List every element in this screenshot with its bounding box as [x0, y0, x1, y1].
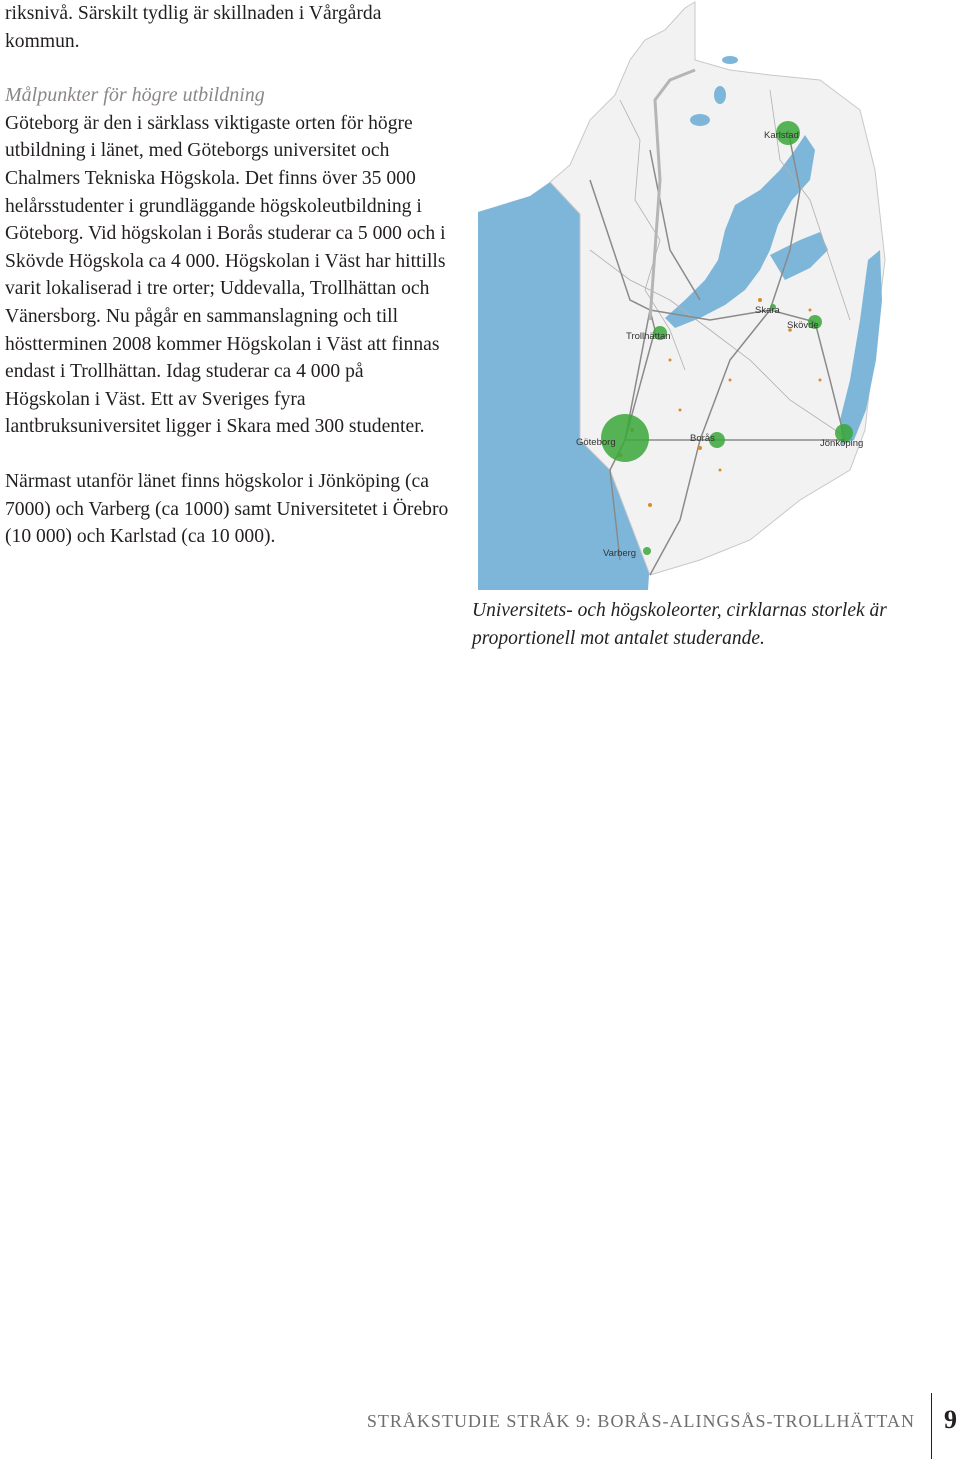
- page-number: 9: [944, 1405, 957, 1434]
- paragraph-higher-education: Göteborg är den i särklass viktigaste orten för högre utbildning i länet, med Göteborgs universitet och Chalmers Tekniska Högskola. Det finns över 35 000 helårsstudenter i grundläggande högskoleutbildning i Göteborg. Vid högskolan i Borås studerar ca 5 000 och i Skövde Högskola ca 4 000. Högskolan i Väst har hittills varit lokaliserad i tre orter; Uddevalla, Trollhättan och Vänersborg. Nu pågår en sammanslagning och till höstterminen 2008 kommer Högskolan i Väst att finnas endast i Trollhättan. Idag studerar ca 4 000 på Högskolan i Väst. Ett av Sveriges fyra lantbruksuniversitet ligger i Skara med 300 studenter.: [5, 112, 446, 438]
- lake-north-1: [690, 114, 710, 126]
- university-circle-varberg: [643, 547, 651, 555]
- city-label-boras: Borås: [690, 433, 715, 444]
- university-map: [470, 0, 960, 590]
- continuation-paragraph: riksnivå. Särskilt tydlig är skillnaden i Vårgårda kommun.: [5, 3, 382, 52]
- city-label-trollhattan: Trollhättan: [626, 331, 671, 342]
- city-label-goteborg: Göteborg: [576, 437, 616, 448]
- city-label-varberg: Varberg: [603, 548, 637, 559]
- city-label-karlstad: Karlstad: [764, 130, 799, 141]
- text-column: [5, 0, 450, 578]
- city-label-skara: Skara: [755, 305, 780, 316]
- city-label-jonkoping: Jönköping: [820, 438, 864, 449]
- section-heading: Målpunkter för högre utbildning: [5, 84, 265, 107]
- footer-divider: [931, 1393, 932, 1459]
- footer-title: STRÅKSTUDIE STRÅK 9: BORÅS-ALINGSÅS-TROLLHÄTTAN: [366, 1411, 915, 1431]
- lake-north-3: [722, 56, 738, 64]
- lake-north-2: [714, 86, 726, 104]
- paragraph-nearby-universities: Närmast utanför länet finns högskolor i Jönköping (ca 7000) och Varberg (ca 1000) samt Universitetet i Örebro (10 000) och Karlstad (ca 10 000).: [5, 470, 449, 548]
- map-caption: Universitets- och högskoleorter, cirklarnas storlek är proportionell mot antalet studerande.: [472, 600, 887, 649]
- city-label-skovde: Skövde: [787, 320, 819, 331]
